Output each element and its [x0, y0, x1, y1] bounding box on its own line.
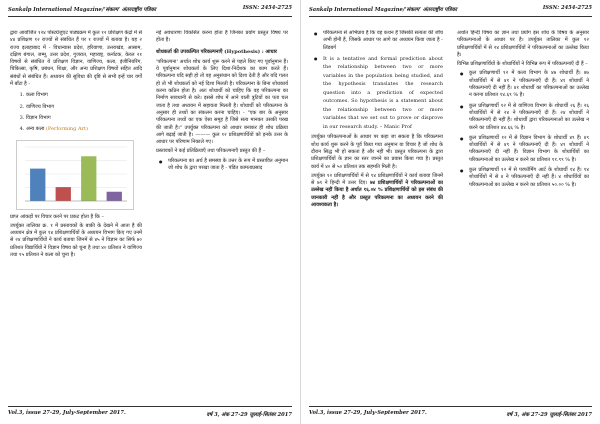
footer-volume-en: Vol.3, issue 27-29, July-September 2017.	[8, 410, 126, 416]
performing-art-label: (Performing Art)	[45, 126, 88, 133]
list-item: 3. विज्ञान विभाग	[26, 115, 142, 122]
list-item: ● परिकल्पना का अर्थ है समस्या के उत्तर के रूप में प्रस्तावित अनुमान जो शोध के द्वारा परखा जाता है - पंडित कामताप्रसाद	[168, 158, 288, 173]
left-column-2	[156, 30, 288, 400]
paragraph: विभिन्न प्रशिक्षणार्थियों के शोधार्थियों ने विभिन्न रूप में परिकल्पनाएँ दी हैं –	[457, 61, 588, 68]
footer-volume-hi: वर्ष 3, अंक 27-29 जुलाई-सितंबर 2017	[506, 412, 592, 418]
journal-name: Sankalp International Magazine/‘संकल्प’ अंतरराष्ट्रीय पत्रिका	[309, 7, 457, 13]
list-item	[26, 126, 142, 133]
footer-volume-en: Vol.3, issue 27-29, July-September 2017.	[309, 410, 427, 416]
list-item: ● It is a tentative and formal prediction about the relationship between two or more variables in the population being studied, and the hypothesis translates the research question into a prediction of expected outcomes. So hypothesis is a statement about the relationship between two or more variables that we set out to prove or disprove in our research study. – Manic Prof	[323, 55, 443, 132]
bold-paragraph-text: ७४ प्रशिक्षणार्थियों ने परिकल्पनाओं का उल्लेख नहीं किया है अर्थात १६.०४ % प्रशिक्षणार्थियों को इस संबंध की जानकारी नहीं है और प्रस्तुत परिकल्पना का अध्ययन करने की आवश्यकता है।	[311, 180, 443, 209]
page-header-right	[309, 4, 592, 17]
chart-caption: प्राप्त आंकड़ों पर विचार करने पर प्रकट होता है कि –	[10, 213, 104, 220]
journal-issn: ISSN: 2454-2725	[542, 5, 592, 11]
bar-chart	[16, 140, 134, 210]
paragraph: उपर्युक्त तालिका क्र. १ में प्रस्तावकों के बाकी के देखने में आता है की अध्ययन क्षेत्र में कुल १४ प्रशिक्षणार्थियों के अध्ययन विभाग किए गए उनमें से २४ प्रशिक्षणार्थियों ने कार्य बताया जिनमें से ४५ ने विज्ञान का सिर्फ ७० प्रतिशत विद्यार्थियों ने विज्ञान विषय को चुना है तथा ४० प्रतिशत ने वाणिज्य तथा १५ प्रतिशत ने कला को चुना है।	[10, 222, 142, 259]
right-column-1	[311, 30, 443, 400]
list-item: ● कुल प्रशिक्षणार्थी १२ में कला विभाग के ४७ शोधार्थी हैं। ४७ शोधार्थियों में से ४१ ने परिकल्पनाएँ दी हैं। ४१ शोधार्थी ने परिकल्पनाएँ दी नहीं हैं। ४१ शोधार्थी का परिकल्पनाओं का उल्लेख न करना प्रतिशत १४.६९ % है।	[469, 70, 589, 99]
paragraph: प्रस्तावकों ने कई प्रतिक्रियाएँ तथा परिकल्पनाएँ प्रस्तुत की हैं –	[156, 148, 266, 155]
paragraph	[311, 173, 443, 209]
chart-bar	[30, 168, 45, 200]
paragraph: उपर्युक्त परिकल्पनाओं के आधार पर कहा जा सकता है कि परिकल्पना शोध कार्य शुरू करने के पूर्व किया गया अनुमान या विचार है जो शोध के दौरान सिद्ध भी हो सकता है और नहीं भी। प्रस्तुत परिकल्पना के द्वारा प्रशिक्षणार्थियों के ज्ञान का स्तर जानने का प्रयास किया गया है। प्रस्तुत कार्य में ४० से ५० प्रतिशत तक सहमति मिली है।	[311, 134, 443, 170]
list-item: ● परिकल्पना से अभिप्राय है कि वह कथन है जिसकी सत्यता की जाँच अभी होनी है, जिसके आधार पर आगे का अध्ययन किया जाता है - लिंडबर्ग	[323, 30, 443, 52]
paragraph: 'परिकल्पना' अर्थात शोध कार्य शुरू करने से पहले किए गए पूर्वानुमान हैं। ये पूर्वानुमान शोधकर्ता के लिए दिशा-निर्देशक का काम करते हैं। परिकल्पना यदि सही हो तो वह अनुसंधान को दिशा देती है और यदि गलत हो तो भी शोधकर्ता को नई दिशा मिलती है। परिकल्पना के बिना शोधकार्य करना कठिन होता है। अतः शोधार्थी को चाहिए कि वह परिकल्पना का निर्माण सावधानी से करे। इससे शोध में आने वाली त्रुटियों का पता चल जाता है तथा अध्ययन में सहायता मिलती है। शोधार्थी को परिकल्पना के अनुसार ही तथ्यों का संकलन करना चाहिए। - "एक बार के अनुसार परिकल्पना तथ्यों का एक ऐसा समूह है जिसे सत्य मानकर उसकी परख की जाती है।" उपर्युक्त परिकल्पना को आधार बनाकर ही शोध प्रक्रिया आगे बढ़ाई जाती है। ——— कुल १२ प्रशिक्षणार्थियों को इनके उत्तर के आधार पर परिणाम निकाले गए।	[156, 58, 288, 146]
list-item: 2. वाणिज्य विभाग	[26, 104, 142, 111]
list-item: ● कुल प्रशिक्षणार्थी १२ में से वाणिज्य विभाग के शोधार्थी २६ हैं। २६ शोधार्थियों में से २४ ने परिकल्पनाएँ दी हैं। २४ शोधार्थी ने परिकल्पनाएँ दी नहीं हैं। शोधार्थी द्वारा परिकल्पनाओं का उल्लेख न करने का प्रतिशत ४४.६६ % है।	[469, 103, 589, 132]
paragraph: द्वारा आयोजित १२४ पोस्टग्रेजुएट पाठ्यक्रम में कुल १२ प्रशिक्षण केंद्रों में से ४४ प्रशिक्षण १२ राज्यों से संबंधित हैं पर १ राज्यों में बताया है। यह २ राज्य इलाहाबाद में - विधान्यास प्रदेश, हरियाणा, उत्तराखंड, आसाम, दक्षिण बंगाल, जम्मू, उत्तर प्रदेश, गुजरात, महाराष्ट्र, कर्नाटक, केरल २१ विषयों से संबंधित ये प्रशिक्षण विज्ञान, वाणिज्य, कला, इंजीनियरिंग, चिकित्सा, कृषि, प्रबंधन, शिक्षा, और अन्य प्रशिक्षण विषयों सहित आदि संबंधों से संबंधित हैं। अध्ययन की सुविधा की दृष्टि से सभी इन्हें चार वर्गों में बाँटा है -	[10, 30, 142, 88]
page-footer-right	[309, 406, 592, 418]
left-column-1	[10, 30, 142, 400]
journal-issn: ISSN: 2454-2725	[242, 5, 292, 11]
list-item: ● कुल प्रशिक्षणार्थी १२ में से परफॉर्मिंग आर्ट के शोधार्थी १४ हैं। १४ शोधार्थियों में से ४ ने परिकल्पनाएँ दी नहीं हैं। ४ शोधार्थियों का परिकल्पनाओं का उल्लेख न करने का प्रतिशत ५०.०० % है।	[469, 167, 589, 189]
list-item-label: अन्य कला	[26, 126, 45, 133]
right-page	[300, 0, 600, 424]
chart-bar	[81, 156, 96, 201]
chart-bar	[56, 187, 71, 201]
page-footer-left	[8, 406, 292, 418]
page-header-left	[8, 4, 292, 17]
definition-list	[311, 30, 443, 131]
paragraph-text: उपर्युक्त १२ प्रशिक्षणार्थियों में से १४ प्रशिक्षणार्थियों ने कार्य बताया जिनमें से ७१ ने हिन्दी में उत्तर दिए।	[311, 172, 443, 187]
journal-name: Sankalp International Magazine/‘संकल्प’ अंतरराष्ट्रीय पत्रिका	[8, 7, 156, 13]
results-list	[457, 70, 589, 188]
department-list	[10, 92, 142, 133]
right-column-2	[457, 30, 589, 400]
chart-bar	[107, 191, 122, 200]
paragraph: अर्थात हिन्दी विषय का ज्ञान तथा प्रयोग इस शोध के विषय के अनुसार परिकल्पनाओं के आधार पर है। उपर्युक्त तालिका में कुल १२ प्रशिक्षणार्थियों में से २४ प्रशिक्षणार्थियों ने परिकल्पनाओं का उल्लेख किया है।	[457, 30, 589, 58]
bar-chart-svg	[17, 141, 133, 209]
list-item: ● कुल प्रशिक्षणार्थी १२ में से विज्ञान विभाग के शोधार्थी ४९ हैं। ४९ शोधार्थियों में से ४९ ने परिकल्पनाएँ दी हैं। ४९ शोधार्थी ने परिकल्पनाएँ दी नहीं हैं। विज्ञान विभाग के शोधार्थियों का परिकल्पनाओं का उल्लेख न करने का प्रतिशत ११.९९ % है।	[469, 135, 589, 164]
paragraph: नई अवधारणा विकसित करना होता है जिनका प्रयोग प्रस्तुत विषय पर होता है।	[156, 30, 288, 44]
definition-list	[156, 158, 288, 173]
list-item: 1. कला विभाग	[26, 92, 142, 99]
section-heading: शोधकर्ता की उपकल्पित परिकल्पनाएँ (Hypothesis) : आधार	[156, 48, 277, 55]
footer-volume-hi: वर्ष 3, अंक 27-29 जुलाई-सितंबर 2017	[206, 412, 292, 418]
